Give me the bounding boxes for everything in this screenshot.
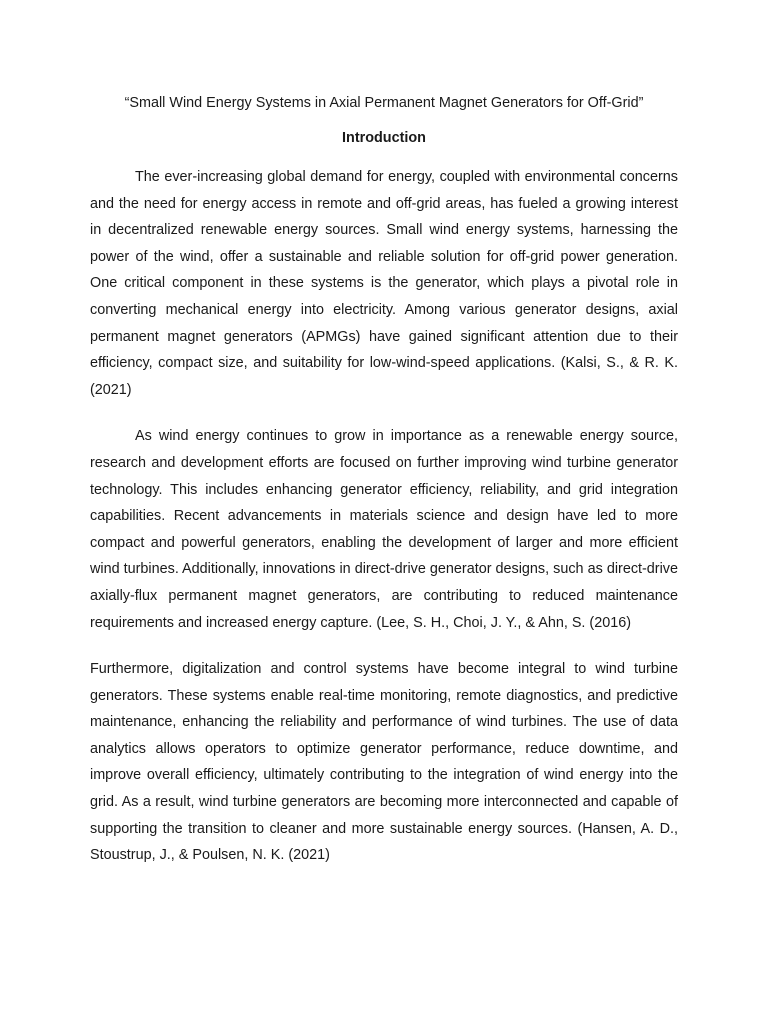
document-page xyxy=(90,90,678,869)
section-heading-introduction: Introduction xyxy=(342,130,426,146)
paragraph-3: Furthermore, digitalization and control systems have become integral to wind turbine generators. These systems enable real-time monitoring, remote diagnostics, and predictive maintenance, enhancing the reliability and performance of wind turbines. The use of data analytics allows operators to optimize generator performance, reduce downtime, and improve overall efficiency, ultimately contributing to the integration of wind energy into the grid. As a result, wind turbine generators are becoming more interconnected and capable of supporting the transition to cleaner and more sustainable energy sources. (Hansen, A. D., Stoustrup, J., & Poulsen, N. K. (2021) xyxy=(90,661,678,864)
paragraph-2: As wind energy continues to grow in importance as a renewable energy source, research and development efforts are focused on further improving wind turbine generator technology. This includes enhancing generator efficiency, reliability, and grid integration capabilities. Recent advancements in materials science and design have led to more compact and powerful generators, enabling the development of larger and more efficient wind turbines. Additionally, innovations in direct-drive generator designs, such as direct-drive axially-flux permanent magnet generators, are contributing to reduced maintenance requirements and increased energy capture. (Lee, S. H., Choi, J. Y., & Ahn, S. (2016) xyxy=(90,428,678,631)
document-title: “Small Wind Energy Systems in Axial Permanent Magnet Generators for Off-Grid” xyxy=(124,95,644,111)
paragraph-1: The ever-increasing global demand for energy, coupled with environmental concerns and the need for energy access in remote and off-grid areas, has fueled a growing interest in decentralized renewable energy sources. Small wind energy systems, harnessing the power of the wind, offer a sustainable and reliable solution for off-grid power generation. One critical component in these systems is the generator, which plays a pivotal role in converting mechanical energy into electricity. Among various generator designs, axial permanent magnet generators (APMGs) have gained significant attention due to their efficiency, compact size, and suitability for low-wind-speed applications. (Kalsi, S., & R. K. (2021) xyxy=(90,169,678,398)
